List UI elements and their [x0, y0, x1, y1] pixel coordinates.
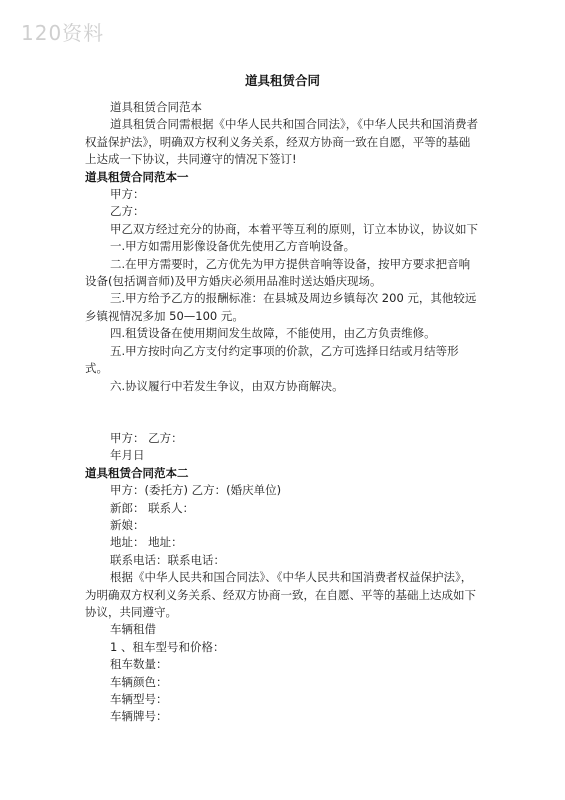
document-body — [85, 99, 480, 726]
intro-heading: 道具租赁合同范本 — [110, 100, 202, 114]
groom-contact-line: 新郎： 联系人： — [110, 500, 195, 515]
bride-line: 新娘： — [110, 517, 145, 532]
clause-5: 五.甲方按时向乙方支付约定事项的价款，乙方可选择日结或月结等形式。 — [85, 343, 459, 376]
clause-2: 二.在甲方需要时，乙方优先为甲方提供音响等设备，按甲方要求把音响设备(包括调音师)及甲方婚庆必须用品准时送达婚庆现场。 — [85, 256, 471, 289]
clause-6: 六.协议履行中若发生争议，由双方协商解决。 — [110, 378, 344, 393]
page-title: 道具租赁合同 — [244, 73, 320, 88]
phone-line: 联系电话：联系电话： — [110, 552, 225, 567]
clause-1: 一.甲方如需用影像设备优先使用乙方音响设备。 — [110, 239, 356, 254]
intro-paragraph: 道具租赁合同需根据《中华人民共和国合同法》，《中华人民共和国消费者权益保护法》，明确双方权利义务关系，经双方协商一致在自愿，平等的基础上达成一下协议，共同遵守的情况下签订! — [85, 117, 478, 167]
vehicle-model: 车辆型号： — [110, 692, 168, 706]
date-line: 年月日 — [110, 448, 145, 463]
party-b-line: 乙方： — [110, 204, 145, 219]
spacer — [85, 395, 480, 430]
parties-line: 甲方：(委托方) 乙方：(婚庆单位) — [110, 483, 282, 498]
vehicle-color: 车辆颜色： — [110, 674, 168, 689]
watermark: 120资料 — [21, 21, 105, 45]
legal-basis-paragraph: 根据《中华人民共和国合同法》、《中华人民共和国消费者权益保护法》，为明确双方权利义务关系、经双方协商一致，在自愿、平等的基础上达成如下协议，共同遵守。 — [85, 570, 476, 619]
signature-line: 甲方： 乙方： — [110, 430, 183, 445]
vehicle-quantity: 租车数量： — [110, 657, 168, 672]
address-line: 地址： 地址： — [110, 535, 183, 550]
agreement-paragraph: 甲乙双方经过充分的协商，本着平等互利的原则，订立本协议，协议如下 — [110, 221, 478, 236]
vehicle-model-price: 1 、租车型号和价格： — [110, 639, 225, 654]
vehicle-plate: 车辆牌号： — [110, 709, 168, 724]
vehicle-rental-heading: 车辆租借 — [110, 622, 156, 637]
clause-4: 四.租赁设备在使用期间发生故障，不能使用，由乙方负责维修。 — [110, 326, 436, 341]
section-heading-two: 道具租赁合同范本二 — [85, 465, 189, 480]
party-a-line: 甲方： — [110, 187, 145, 202]
clause-3: 三.甲方给予乙方的报酬标准：在县城及周边乡镇每次 200 元，其他较远乡镇视情况多加 50—100 元。 — [85, 291, 477, 323]
section-heading-one: 道具租赁合同范本一 — [85, 169, 189, 184]
